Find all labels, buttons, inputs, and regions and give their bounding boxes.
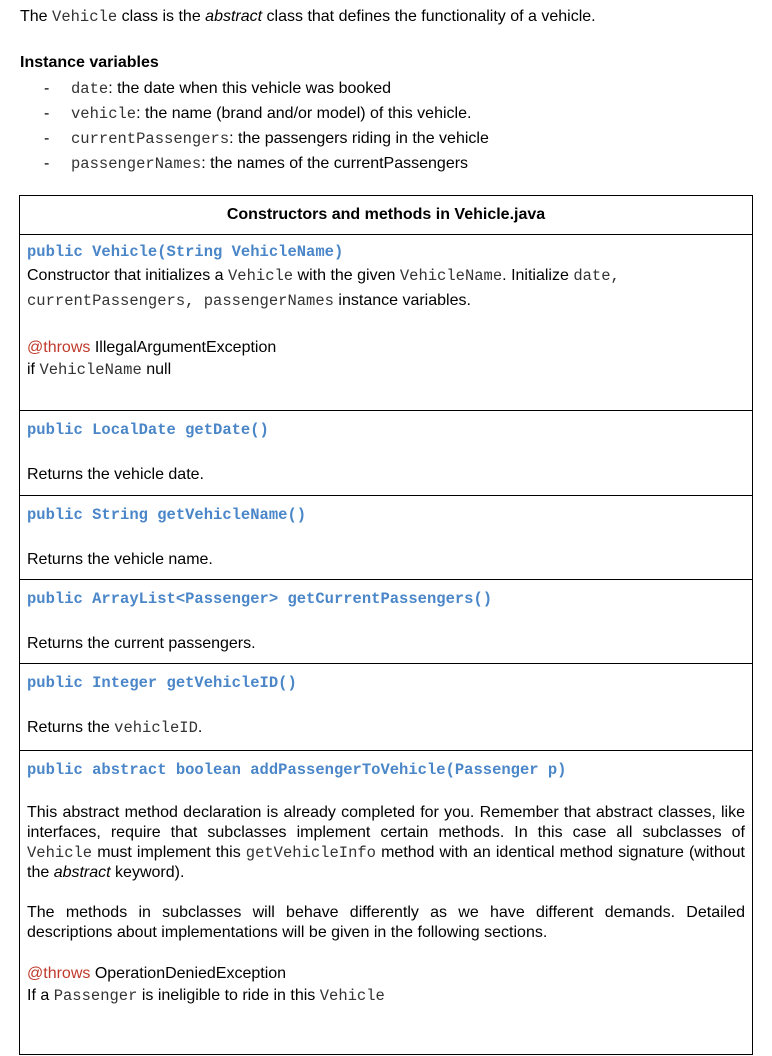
method-row: [20, 411, 752, 496]
instance-variables-list: [44, 76, 489, 176]
list-item: - vehicle: the name (brand and/or model) of this vehicle.: [44, 101, 489, 126]
class-name: Vehicle: [52, 8, 118, 26]
methods-table: [19, 195, 753, 1055]
abstract-method-paragraph-2: The methods in subclasses will behave differently as we have different demands. Detailed descriptions about implementations will be given in the following sections.: [27, 904, 745, 941]
table-header: Constructors and methods in Vehicle.java: [20, 196, 752, 235]
intro-sentence: The Vehicle class is the abstract class that defines the functionality of a vehicle.: [20, 8, 596, 26]
method-row: [20, 664, 752, 751]
constructor-description-2: currentPassengers, passengerNames instance variables.: [27, 292, 471, 310]
list-item: - date: the date when this vehicle was booked: [44, 76, 489, 101]
method-description: Returns the vehicle name.: [27, 551, 213, 568]
method-signature: public Integer getVehicleID(): [27, 674, 297, 692]
method-signature: public String getVehicleName(): [27, 506, 307, 524]
constructor-throws-condition: if VehicleName null: [27, 361, 172, 379]
abstract-method-row: [20, 751, 752, 1056]
method-row: [20, 496, 752, 580]
list-item: - passengerNames: the names of the currentPassengers: [44, 151, 489, 176]
method-description: Returns the vehicle date.: [27, 466, 204, 483]
list-item: - currentPassengers: the passengers riding in the vehicle: [44, 126, 489, 151]
instance-variables-heading: Instance variables: [20, 54, 159, 71]
constructor-throws: @throws IllegalArgumentException: [27, 339, 277, 356]
abstract-method-paragraph-1: This abstract method declaration is already completed for you. Remember that abstract classes, like interfaces, require that subclasses implement certain methods. In this case all subclasses of Vehicle must implement this getVehicleInfo method with an identical method signature (without the abstract keyword).: [27, 804, 745, 881]
method-signature: public LocalDate getDate(): [27, 421, 269, 439]
method-description: Returns the current passengers.: [27, 635, 256, 652]
abstract-method-throws: @throws OperationDeniedException: [27, 965, 287, 982]
method-signature: public abstract boolean addPassengerToVehicle(Passenger p): [27, 761, 567, 779]
constructor-signature: public Vehicle(String VehicleName): [27, 243, 344, 261]
constructor-description: Constructor that initializes a Vehicle with the given VehicleName. Initialize date,: [27, 267, 620, 285]
method-description: Returns the vehicleID.: [27, 719, 203, 737]
abstract-method-throws-condition: If a Passenger is ineligible to ride in this Vehicle: [27, 987, 385, 1005]
method-row: [20, 580, 752, 664]
constructor-row: [20, 235, 752, 411]
method-signature: public ArrayList<Passenger> getCurrentPassengers(): [27, 590, 493, 608]
